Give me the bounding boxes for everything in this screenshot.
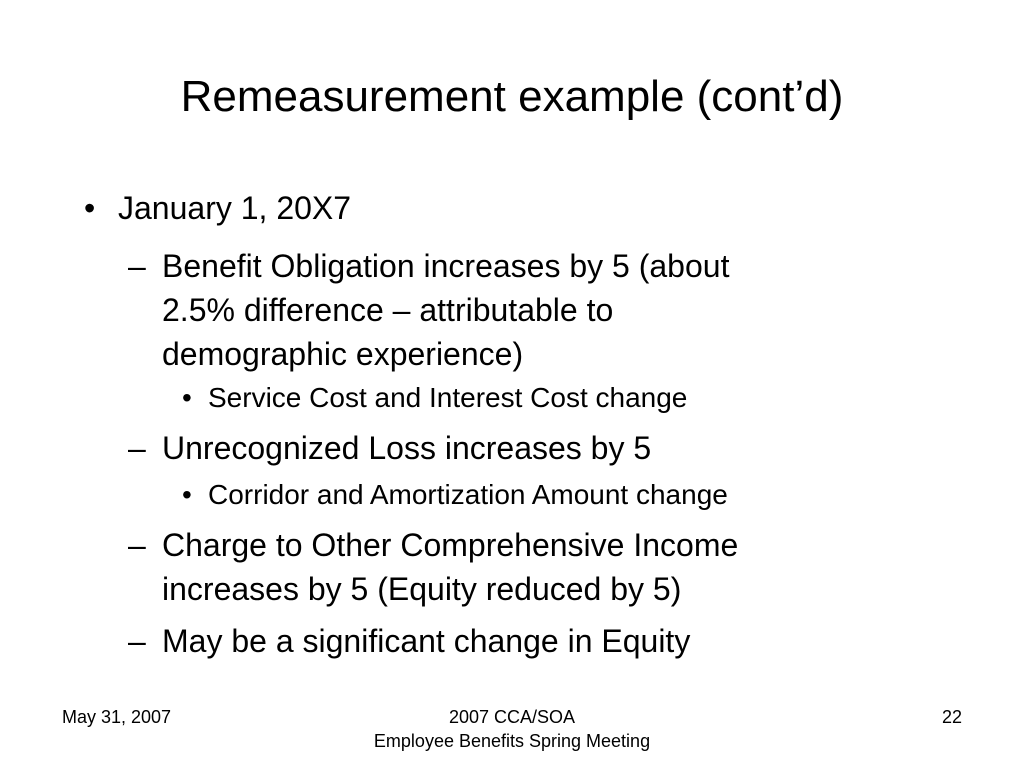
footer-date: May 31, 2007 — [62, 707, 172, 727]
sub-bullet-text — [162, 426, 902, 470]
sub-sub-bullet-text: Corridor and Amortization Amount change — [208, 479, 728, 510]
dash-marker: – — [128, 527, 146, 563]
sub-bullet-oci-charge — [128, 523, 898, 611]
dash-marker: – — [128, 623, 146, 659]
text-line: Benefit Obligation increases by 5 (about — [162, 248, 730, 284]
sub-sub-bullet-text: Service Cost and Interest Cost change — [208, 382, 688, 413]
footer-event-line1: 2007 CCA/SOA — [448, 707, 576, 727]
text-line: Unrecognized Loss increases by 5 — [162, 430, 652, 466]
bullet-marker: • — [182, 479, 192, 510]
bullet-marker: • — [182, 382, 192, 413]
text-line: Charge to Other Comprehensive Income — [162, 527, 739, 563]
text-line: May be a significant change in Equity — [162, 623, 691, 659]
sub-bullet-unrecognized-loss — [128, 426, 898, 470]
footer-event — [312, 705, 712, 753]
sub-bullet-text — [162, 244, 902, 376]
text-line: demographic experience) — [162, 336, 524, 372]
bullet-text: January 1, 20X7 — [118, 190, 352, 226]
dash-marker: – — [128, 430, 146, 466]
footer-event-line2: Employee Benefits Spring Meeting — [373, 731, 651, 751]
sub-sub-bullet-corridor — [182, 477, 902, 513]
dash-marker: – — [128, 248, 146, 284]
text-line: increases by 5 (Equity reduced by 5) — [162, 571, 682, 607]
sub-bullet-equity-change — [128, 619, 898, 663]
sub-bullet-benefit-obligation — [128, 244, 898, 376]
sub-sub-bullet-service-cost — [182, 380, 902, 416]
sub-bullet-text — [162, 523, 902, 611]
sub-bullet-text — [162, 619, 902, 663]
text-line: 2.5% difference – attributable to — [162, 292, 614, 328]
slide-number: 22 — [941, 707, 962, 727]
slide-title: Remeasurement example (cont’d) — [180, 72, 844, 121]
bullet-marker: • — [84, 190, 96, 226]
